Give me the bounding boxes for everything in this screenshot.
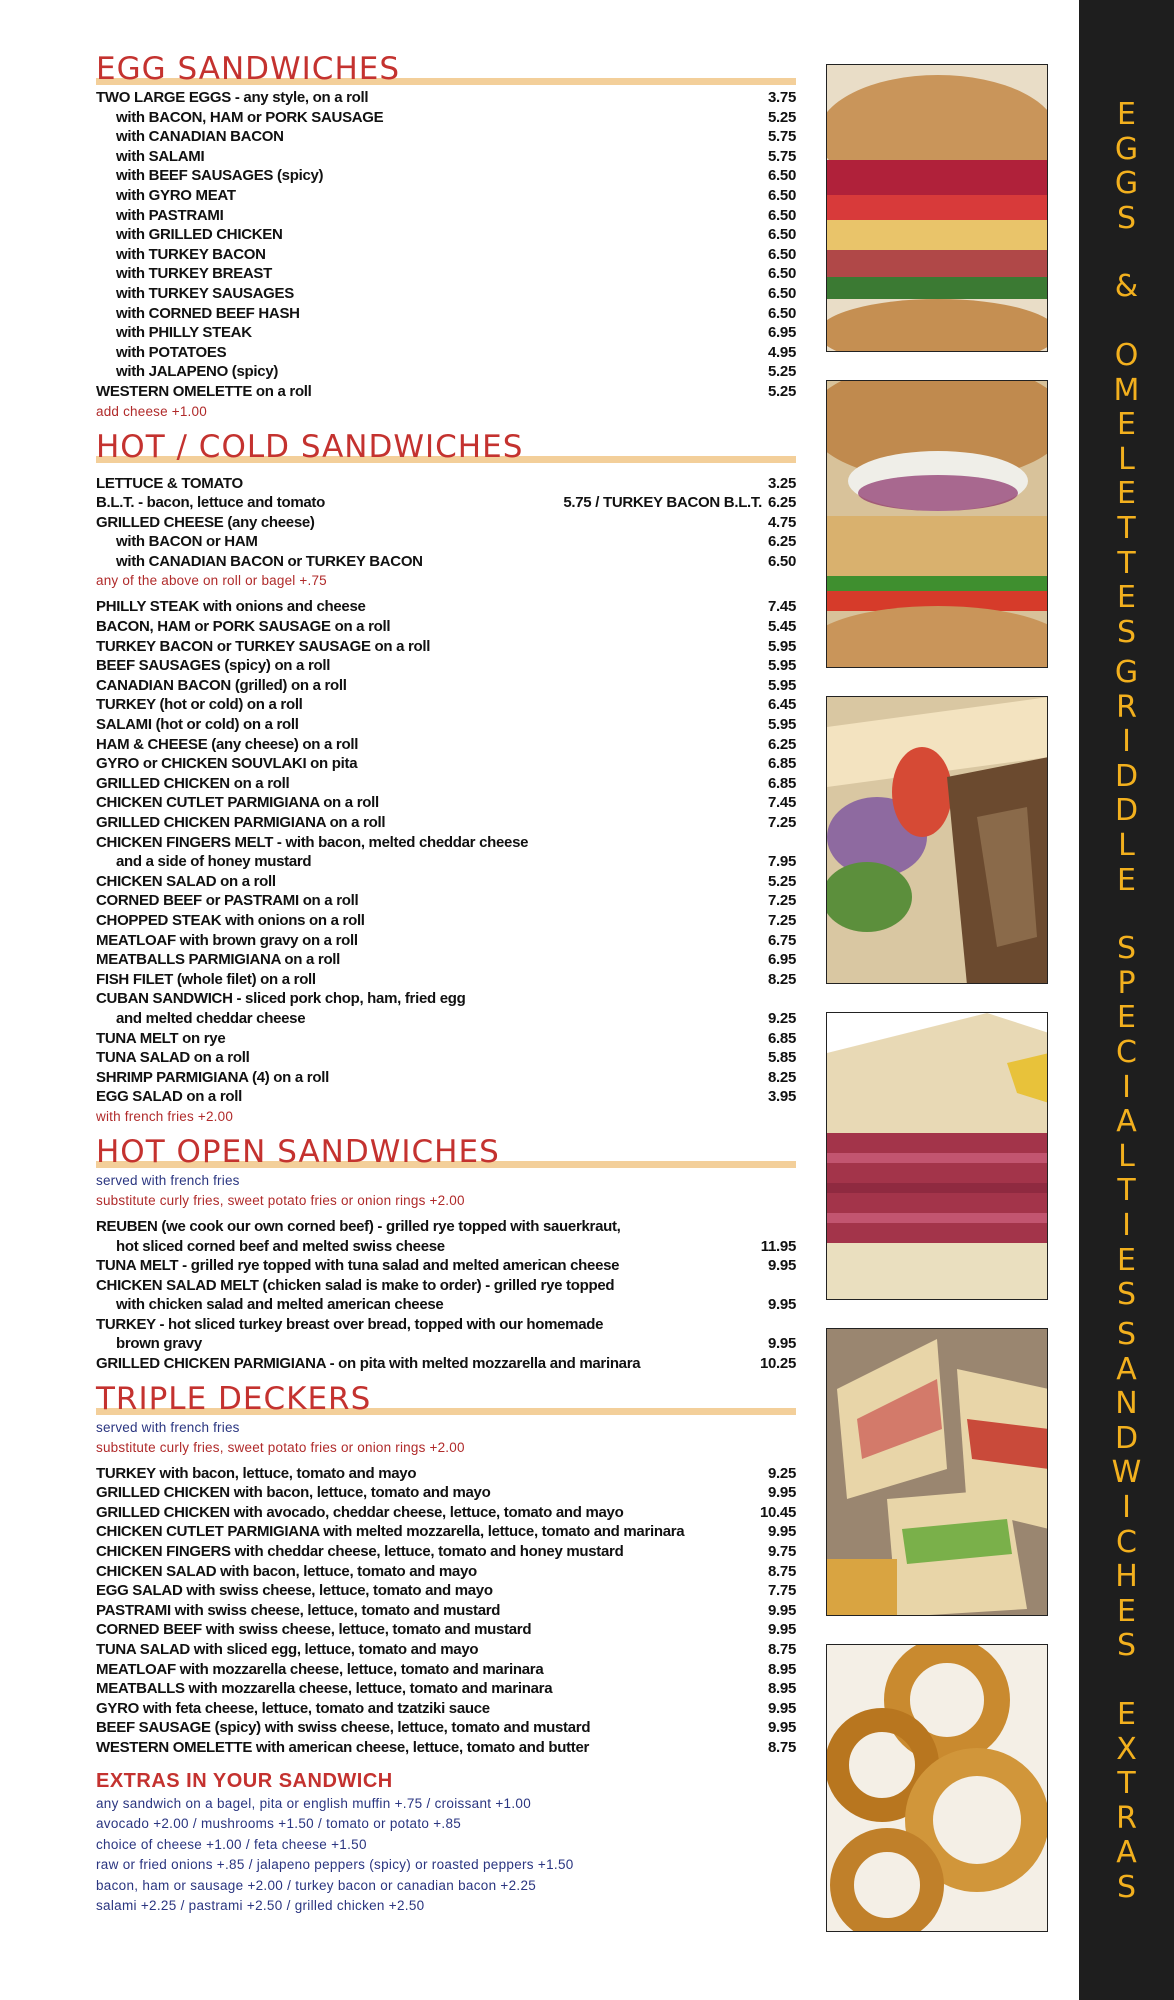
menu-item-name: with BACON, HAM or PORK SAUSAGE [116, 108, 384, 126]
menu-item-name: with PHILLY STEAK [116, 324, 252, 342]
menu-item [96, 493, 796, 513]
menu-item-price: 6.50 [768, 284, 796, 302]
menu-item-price: 6.75 [768, 931, 796, 949]
menu-item [96, 186, 796, 206]
menu-item-name: GRILLED CHICKEN with avocado, cheddar cheese, lettuce, tomato and mayo [96, 1503, 624, 1521]
menu-item-name: FISH FILET (whole filet) on a roll [96, 970, 316, 988]
menu-item [96, 284, 796, 304]
menu-item-price: 8.75 [768, 1641, 796, 1658]
menu-item-name: GYRO or CHICKEN SOUVLAKI on pita [96, 755, 358, 773]
menu-item-alt-price: 5.75 / TURKEY BACON B.L.T. [563, 494, 762, 512]
menu-item-name: CHICKEN SALAD MELT (chicken salad is make to order) - grilled rye topped [96, 1276, 615, 1294]
menu-item [96, 245, 796, 265]
menu-item-price: 10.45 [759, 1503, 796, 1521]
menu-item-name: EGG SALAD on a roll [96, 1088, 242, 1106]
sidebar-category-label [1079, 656, 1174, 1313]
menu-item [96, 833, 796, 853]
menu-item-price: 7.25 [768, 911, 796, 929]
menu-item-price: 11.95 [760, 1237, 796, 1255]
menu-item [96, 1738, 796, 1758]
section-title: TRIPLE DECKERS [96, 1382, 796, 1418]
menu-item-name: SALAMI (hot or cold) on a roll [96, 716, 299, 734]
menu-item-name: TUNA MELT - grilled rye topped with tuna salad and melted american cheese [96, 1257, 620, 1275]
menu-item-price: 5.25 [768, 108, 796, 126]
menu-item-price: 7.45 [768, 598, 796, 616]
extras-section [96, 1768, 796, 1917]
menu-item-price: 9.95 [768, 1719, 796, 1737]
menu-item-name: with CANADIAN BACON [116, 128, 284, 146]
menu-item [96, 931, 796, 951]
menu-item-name: MEATLOAF with brown gravy on a roll [96, 931, 358, 949]
menu-item-price: 8.75 [768, 1562, 796, 1580]
menu-item-name: LETTUCE & TOMATO [96, 474, 243, 492]
menu-item-name: PASTRAMI with swiss cheese, lettuce, tomato and mustard [96, 1601, 501, 1619]
menu-item-price: 7.75 [768, 1582, 796, 1600]
menu-item-name: brown gravy [116, 1335, 202, 1353]
menu-item-price: 7.45 [768, 794, 796, 812]
menu-item [96, 206, 796, 226]
menu-item-name: hot sliced corned beef and melted swiss cheese [116, 1237, 445, 1255]
menu-item-price: 9.95 [768, 1484, 796, 1502]
sidebar-word: E G G S [1114, 97, 1139, 236]
menu-item-name: CORNED BEEF or PASTRAMI on a roll [96, 892, 359, 910]
menu-item [96, 735, 796, 755]
menu-item-price: 4.75 [768, 513, 796, 531]
menu-item [96, 1354, 796, 1374]
menu-item-price: 6.25 [768, 533, 796, 551]
menu-item-price: 5.45 [768, 618, 796, 636]
menu-item-name: with SALAMI [116, 147, 205, 165]
menu-item-name: with BEEF SAUSAGES (spicy) [116, 167, 324, 185]
menu-item-name: with BACON or HAM [116, 533, 258, 551]
menu-item-price: 6.50 [768, 167, 796, 185]
menu-item-price: 6.85 [768, 1029, 796, 1047]
menu-item-name: with JALAPENO (spicy) [116, 363, 279, 381]
menu-item-name: SHRIMP PARMIGIANA (4) on a roll [96, 1068, 329, 1086]
menu-item-name: WESTERN OMELETTE with american cheese, lettuce, tomato and butter [96, 1738, 590, 1756]
menu-item [96, 264, 796, 284]
menu-item-name: TWO LARGE EGGS - any style, on a roll [96, 89, 369, 106]
menu-item [96, 323, 796, 343]
menu-item-price: 9.95 [768, 1296, 796, 1314]
sidebar-category-label [1079, 98, 1174, 650]
menu-item-price: 9.25 [768, 1009, 796, 1027]
menu-item-name: TURKEY with bacon, lettuce, tomato and mayo [96, 1464, 417, 1482]
menu-item [96, 127, 796, 147]
menu-item-price: 5.85 [768, 1049, 796, 1067]
served-note: served with french fries [96, 1172, 240, 1188]
menu-item [96, 715, 796, 735]
menu-item-name: GRILLED CHICKEN on a roll [96, 774, 290, 792]
menu-item-price: 6.50 [768, 206, 796, 224]
served-note: served with french fries [96, 1419, 240, 1435]
menu-item-price [736, 1315, 796, 1335]
extras-line: choice of cheese +1.00 / feta cheese +1.50 [96, 1836, 367, 1852]
menu-item-price: 5.95 [768, 676, 796, 694]
menu-item [96, 1029, 796, 1049]
menu-item-price [736, 1276, 796, 1296]
menu-item [96, 1562, 796, 1582]
menu-item-name: and a side of honey mustard [116, 853, 312, 871]
menu-item [96, 513, 796, 533]
menu-item-price: 8.95 [768, 1660, 796, 1678]
menu-item-price: 6.45 [768, 696, 796, 714]
menu-item [96, 382, 796, 402]
sidebar-word: G R I D D L E [1114, 655, 1139, 898]
menu-item-price: 8.25 [768, 1068, 796, 1086]
menu-item-price: 8.95 [768, 1680, 796, 1698]
menu-item-name: PHILLY STEAK with onions and cheese [96, 598, 366, 616]
menu-item [96, 852, 796, 872]
menu-item-price: 5.95 [768, 716, 796, 734]
menu-item-name: TURKEY - hot sliced turkey breast over bread, topped with our homemade [96, 1315, 604, 1333]
extras-line: any sandwich on a bagel, pita or english muffin +.75 / croissant +1.00 [96, 1795, 532, 1811]
menu-item-name: EGG SALAD with swiss cheese, lettuce, tomato and mayo [96, 1582, 493, 1600]
menu-item-name: with POTATOES [116, 343, 227, 361]
menu-item [96, 1009, 796, 1029]
menu-item [96, 552, 796, 572]
menu-item-price: 6.50 [768, 265, 796, 283]
menu-item [96, 676, 796, 696]
menu-item-price: 8.75 [768, 1738, 796, 1756]
menu-item [96, 1620, 796, 1640]
menu-item-name: BEEF SAUSAGE (spicy) with swiss cheese, lettuce, tomato and mustard [96, 1719, 591, 1737]
menu-item-price: 8.25 [768, 970, 796, 988]
section-title: EGG SANDWICHES [96, 52, 796, 88]
menu-item [96, 532, 796, 552]
menu-item [96, 147, 796, 167]
menu-item-name: MEATBALLS PARMIGIANA on a roll [96, 951, 341, 969]
menu-item-price: 3.25 [768, 474, 796, 492]
menu-item-name: and melted cheddar cheese [116, 1009, 306, 1027]
menu-item-price [736, 1217, 796, 1237]
section-title: EXTRAS IN YOUR SANDWICH [96, 1769, 393, 1792]
menu-item-name: TURKEY (hot or cold) on a roll [96, 696, 303, 714]
menu-item-name: MEATBALLS with mozzarella cheese, lettuce, tomato and marinara [96, 1680, 553, 1698]
menu-note: with french fries +2.00 [96, 1108, 234, 1124]
menu-item [96, 362, 796, 382]
egg-sandwiches-section [96, 52, 796, 422]
menu-item [96, 891, 796, 911]
menu-item-name: CHICKEN SALAD on a roll [96, 872, 276, 890]
menu-item [96, 1581, 796, 1601]
menu-item-name: WESTERN OMELETTE on a roll [96, 382, 312, 400]
menu-item-name: CHOPPED STEAK with onions on a roll [96, 911, 365, 929]
menu-item [96, 1660, 796, 1680]
menu-item-list [96, 597, 796, 1106]
menu-item-price: 5.95 [768, 657, 796, 675]
sidebar-word: S P E C I A L T I E S [1116, 931, 1137, 1313]
extras-line: avocado +2.00 / mushrooms +1.50 / tomato or potato +.85 [96, 1816, 462, 1832]
menu-item-price: 6.25 [768, 494, 796, 512]
menu-item [96, 1276, 796, 1296]
menu-item [96, 989, 796, 1009]
menu-item [96, 656, 796, 676]
onion-rings-photo [826, 1644, 1048, 1932]
sidebar-category-label [1079, 1318, 1174, 1664]
menu-item [96, 597, 796, 617]
deli-sandwich-photo [826, 64, 1048, 352]
menu-item-price: 5.25 [768, 872, 796, 890]
menu-item-name: MEATLOAF with mozzarella cheese, lettuce, tomato and marinara [96, 1660, 544, 1678]
menu-item-price: 6.85 [768, 755, 796, 773]
extras-line: raw or fried onions +.85 / jalapeno peppers (spicy) or roasted peppers +1.50 [96, 1857, 574, 1873]
menu-item-list [96, 1217, 796, 1374]
menu-item-price: 6.85 [768, 774, 796, 792]
hot-open-sandwiches-section [96, 1135, 796, 1374]
menu-item-name: CHICKEN CUTLET PARMIGIANA with melted mozzarella, lettuce, tomato and marinara [96, 1523, 685, 1541]
substitute-note: substitute curly fries, sweet potato fries or onion rings +2.00 [96, 1192, 465, 1208]
menu-item [96, 343, 796, 363]
menu-item-price: 7.25 [768, 814, 796, 831]
menu-item-price: 5.25 [768, 382, 796, 400]
menu-item-price: 6.95 [768, 951, 796, 969]
menu-item [96, 1256, 796, 1276]
menu-item-price: 9.95 [768, 1523, 796, 1541]
menu-item-name: GRILLED CHICKEN PARMIGIANA on a roll [96, 814, 386, 831]
sidebar-word: E X T R A S [1116, 1697, 1137, 1905]
menu-item-name: TUNA SALAD with sliced egg, lettuce, tomato and mayo [96, 1641, 479, 1658]
menu-item-price: 6.95 [768, 324, 796, 342]
extras-line: salami +2.25 / pastrami +2.50 / grilled chicken +2.50 [96, 1898, 425, 1914]
extras-line: bacon, ham or sausage +2.00 / turkey bacon or canadian bacon +2.25 [96, 1877, 537, 1893]
menu-item [96, 1522, 796, 1542]
menu-column [96, 52, 796, 1917]
menu-item-price: 9.95 [768, 1699, 796, 1717]
menu-item-price: 9.95 [768, 1601, 796, 1619]
menu-item-price: 6.50 [768, 245, 796, 263]
menu-item-name: with GYRO MEAT [116, 186, 236, 204]
menu-item-name: CUBAN SANDWICH - sliced pork chop, ham, fried egg [96, 990, 466, 1008]
menu-item-price: 4.95 [768, 343, 796, 361]
menu-item [96, 1679, 796, 1699]
menu-item [96, 637, 796, 657]
menu-item-price: 5.75 [768, 147, 796, 165]
grilled-chicken-sandwich-photo [826, 380, 1048, 668]
menu-item-name: with chicken salad and melted american cheese [116, 1296, 444, 1314]
menu-item [96, 1464, 796, 1484]
triple-deckers-section [96, 1382, 796, 1758]
menu-item-name: TUNA SALAD on a roll [96, 1049, 250, 1067]
menu-item [96, 1315, 796, 1335]
menu-item [96, 1068, 796, 1088]
menu-item-price: 9.75 [768, 1543, 796, 1561]
menu-item [96, 1217, 796, 1237]
menu-item [96, 1048, 796, 1068]
menu-note: any of the above on roll or bagel +.75 [96, 573, 327, 589]
menu-item-price [736, 989, 796, 1009]
menu-item-price: 9.95 [768, 1335, 796, 1353]
club-sandwich-photo [826, 1328, 1048, 1616]
menu-item [96, 1640, 796, 1660]
menu-item-list [96, 1464, 796, 1758]
menu-item [96, 1087, 796, 1107]
menu-item [96, 1601, 796, 1621]
menu-item [96, 1483, 796, 1503]
menu-item [96, 1718, 796, 1738]
menu-item-name: with TURKEY BREAST [116, 265, 272, 283]
hot-cold-sandwiches-section [96, 430, 796, 1127]
menu-item-price: 9.95 [768, 1257, 796, 1275]
sidebar-word: S A N D W I C H E S [1111, 1317, 1142, 1664]
menu-item [96, 1237, 796, 1257]
gyro-wrap-photo [826, 696, 1048, 984]
menu-item [96, 695, 796, 715]
menu-item [96, 970, 796, 990]
menu-item [96, 1699, 796, 1719]
menu-item-price: 9.25 [768, 1464, 796, 1482]
menu-item-list [96, 474, 796, 572]
menu-item [96, 754, 796, 774]
section-title: HOT OPEN SANDWICHES [96, 1135, 796, 1171]
menu-item [96, 474, 796, 494]
menu-item-name: HAM & CHEESE (any cheese) on a roll [96, 735, 359, 753]
menu-item [96, 774, 796, 794]
menu-item [96, 813, 796, 833]
menu-item-price [736, 833, 796, 853]
menu-item-price: 10.25 [759, 1355, 796, 1373]
menu-item-name: REUBEN (we cook our own corned beef) - grilled rye topped with sauerkraut, [96, 1217, 621, 1235]
menu-item-name: GRILLED CHICKEN with bacon, lettuce, tomato and mayo [96, 1484, 491, 1502]
menu-item-name: TURKEY BACON or TURKEY SAUSAGE on a roll [96, 637, 431, 655]
menu-item-name: CORNED BEEF with swiss cheese, lettuce, tomato and mustard [96, 1621, 532, 1639]
menu-item-list [96, 88, 796, 402]
menu-item-name: with CANADIAN BACON or TURKEY BACON [116, 552, 423, 570]
menu-item-name: CHICKEN FINGERS with cheddar cheese, lettuce, tomato and honey mustard [96, 1543, 624, 1561]
menu-item-price: 6.50 [768, 552, 796, 570]
menu-note: add cheese +1.00 [96, 403, 207, 419]
pastrami-sandwich-photo [826, 1012, 1048, 1300]
menu-item-name: BACON, HAM or PORK SAUSAGE on a roll [96, 618, 391, 636]
menu-item-name: CHICKEN SALAD with bacon, lettuce, tomato and mayo [96, 1562, 477, 1580]
section-title: HOT / COLD SANDWICHES [96, 430, 796, 466]
menu-item [96, 108, 796, 128]
menu-item [96, 1295, 796, 1315]
menu-item [96, 872, 796, 892]
menu-item-name: with TURKEY BACON [116, 245, 266, 263]
menu-item-name: B.L.T. - bacon, lettuce and tomato [96, 494, 325, 512]
menu-item [96, 225, 796, 245]
menu-item-price: 3.75 [768, 89, 796, 106]
menu-item-name: CHICKEN FINGERS MELT - with bacon, melted cheddar cheese [96, 833, 529, 851]
menu-item-name: TUNA MELT on rye [96, 1029, 226, 1047]
menu-item [96, 304, 796, 324]
sidebar-category-label [1079, 1698, 1174, 1906]
menu-item-name: GRILLED CHICKEN PARMIGIANA - on pita with melted mozzarella and marinara [96, 1355, 641, 1373]
menu-item [96, 911, 796, 931]
menu-item-name: with PASTRAMI [116, 206, 224, 224]
menu-item [96, 88, 796, 108]
sidebar-word: O M E L E T T E S [1113, 337, 1140, 650]
menu-item-name: CHICKEN CUTLET PARMIGIANA on a roll [96, 794, 379, 812]
menu-item-price: 6.50 [768, 304, 796, 322]
menu-item-price: 5.75 [768, 128, 796, 146]
menu-item [96, 793, 796, 813]
extras-list [96, 1794, 796, 1917]
menu-item-price: 6.25 [768, 735, 796, 753]
menu-item-name: with GRILLED CHICKEN [116, 226, 283, 244]
menu-item-name: CANADIAN BACON (grilled) on a roll [96, 676, 347, 694]
menu-item-name: GRILLED CHEESE (any cheese) [96, 513, 315, 531]
menu-item-price: 7.95 [768, 853, 796, 871]
substitute-note: substitute curly fries, sweet potato fries or onion rings +2.00 [96, 1439, 465, 1455]
menu-item [96, 1542, 796, 1562]
category-sidebar [1079, 0, 1174, 2000]
menu-item [96, 1503, 796, 1523]
menu-item [96, 166, 796, 186]
menu-item-price: 7.25 [768, 892, 796, 910]
menu-item-price: 3.95 [768, 1088, 796, 1106]
sidebar-word: & [1114, 269, 1139, 305]
menu-item-name: with CORNED BEEF HASH [116, 304, 300, 322]
menu-item-name: with TURKEY SAUSAGES [116, 284, 294, 302]
menu-item [96, 950, 796, 970]
menu-item-price: 9.95 [768, 1621, 796, 1639]
menu-item-price: 5.25 [768, 363, 796, 381]
menu-item-price: 5.95 [768, 637, 796, 655]
menu-item-price: 6.50 [768, 186, 796, 204]
menu-item-name: GYRO with feta cheese, lettuce, tomato and tzatziki sauce [96, 1699, 490, 1717]
menu-item [96, 1334, 796, 1354]
menu-item-price: 6.50 [768, 226, 796, 244]
menu-item-name: BEEF SAUSAGES (spicy) on a roll [96, 657, 331, 675]
menu-item [96, 617, 796, 637]
